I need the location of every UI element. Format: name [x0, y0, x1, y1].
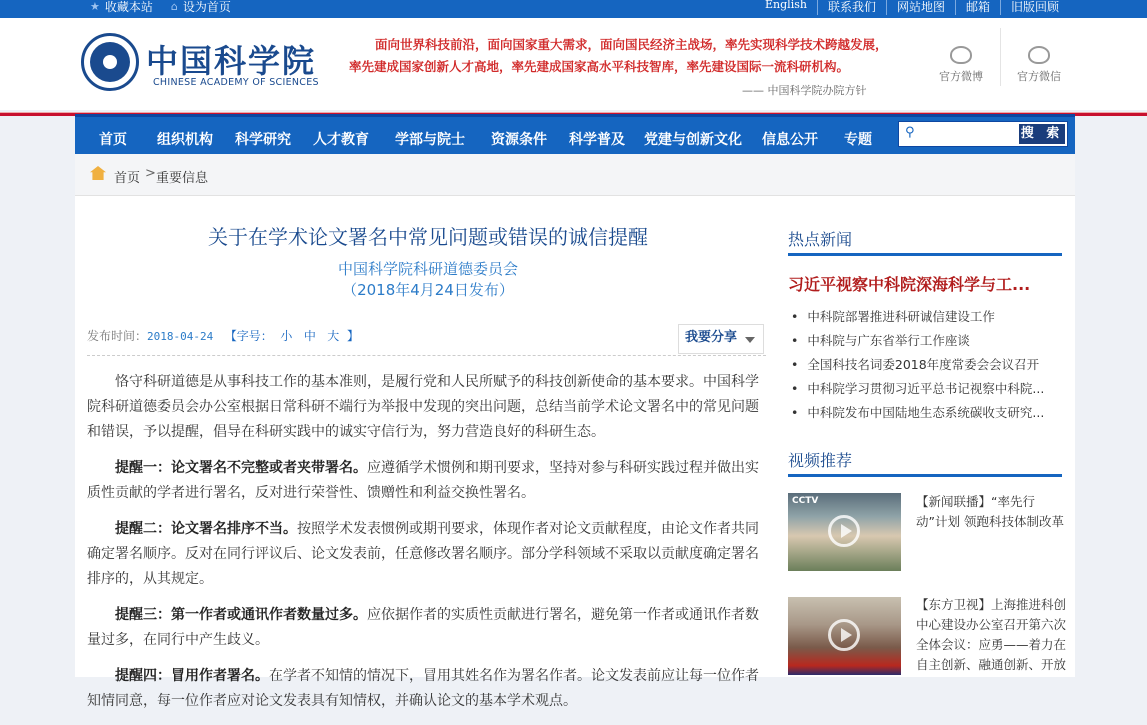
- paragraph: 恪守科研道德是从事科技工作的基本准则，是履行党和人民所赋予的科技创新使命的基本要求。中国科学院科研道德委员会办公室根据日常科研不端行为举报中发现的突出问题，总结当前学术论文署名中的常见问题和错误，予以提醒，倡导在科研实践中的诚实守信行为，努力营造良好的科研生态。: [87, 374, 759, 440]
- hot-news-title[interactable]: 热点新闻: [788, 230, 853, 249]
- channel-logo: CCTV: [792, 496, 819, 506]
- cas-seal-logo[interactable]: [81, 33, 139, 91]
- article-issuer: 中国科学院科研道德委员会: [337, 260, 518, 278]
- breadcrumb-separator: >: [145, 166, 156, 181]
- play-icon: [828, 619, 860, 651]
- lead-news-link[interactable]: 习近平视察中科院深海科学与工...: [788, 275, 1031, 294]
- contact-link[interactable]: 联系我们: [817, 0, 886, 15]
- nav-item-resources[interactable]: 资源条件: [491, 132, 547, 148]
- slogan: 面向世界科技前沿，面向国家重大需求，面向国民经济主战场，率先实现科学技术跨越发展， 率先建成国家创新人才高地，率先建成国家高水平科技智库，率先建设国际一流科研机构。: [349, 37, 888, 74]
- slogan-attribution: —— 中国科学院办院方针: [742, 84, 867, 97]
- divider: [788, 253, 1062, 256]
- video-link[interactable]: 【新闻联播】“率先行动”计划 领跑科技体制改革: [916, 494, 1064, 529]
- list-item[interactable]: • 中科院部署推进科研诚信建设工作: [791, 307, 1044, 331]
- article-title: 关于在学术论文署名中常见问题或错误的诚信提醒: [208, 225, 648, 249]
- paragraph: 提醒一：论文署名不完整或者夹带署名。应遵循学术惯例和期刊要求，坚持对参与科研实践过程并做出实质性贡献的学者进行署名，反对进行荣誉性、馈赠性和利益交换性署名。: [87, 460, 759, 501]
- header: [0, 18, 1147, 110]
- nav-item-topics[interactable]: 专题: [844, 132, 872, 148]
- bookmark-link[interactable]: ★ 收藏本站: [90, 0, 153, 14]
- set-homepage-link[interactable]: ⌂ 设为首页: [170, 0, 231, 14]
- home-icon[interactable]: [90, 166, 106, 180]
- nav-item-education[interactable]: 人才教育: [313, 132, 369, 148]
- divider: [788, 474, 1062, 477]
- paragraph: 提醒二：论文署名排序不当。按照学术发表惯例或期刊要求，体现作者对论文贡献程度，由论文作者共同确定署名顺序。反对在同行评议后、论文发表前，任意修改署名顺序。部分学科领域不采取以贡献度确定署名排序的，从其规定。: [87, 521, 759, 587]
- news-list: [791, 307, 1044, 427]
- weixin-link[interactable]: 官方微信: [1009, 46, 1069, 84]
- weibo-link[interactable]: 官方微博: [931, 46, 991, 84]
- video-thumbnail[interactable]: [788, 493, 901, 571]
- article-issue-date: （2018年4月24日发布）: [342, 281, 514, 299]
- divider: [87, 355, 766, 356]
- top-bar: [0, 0, 1147, 18]
- nav-item-academicians[interactable]: 学部与院士: [395, 132, 465, 148]
- breadcrumb-home[interactable]: 首页: [114, 171, 141, 186]
- sidebar: [781, 196, 1075, 677]
- share-button[interactable]: 我要分享: [678, 324, 764, 354]
- star-icon: ★: [90, 0, 100, 13]
- logo-english-name: CHINESE ACADEMY OF SCIENCES: [153, 77, 319, 88]
- nav-item-info-disclosure[interactable]: 信息公开: [762, 132, 818, 148]
- nav-item-research[interactable]: 科学研究: [235, 132, 291, 148]
- paragraph: 提醒三：第一作者或通讯作者数量过多。应依据作者的实质性贡献进行署名，避免第一作者或通讯作者数量过多，在同行中产生歧义。: [87, 607, 759, 648]
- search-input[interactable]: [921, 124, 1017, 144]
- english-link[interactable]: English: [765, 0, 807, 11]
- video-link[interactable]: 【东方卫视】上海推进科创中心建设办公室召开第六次全体会议：应勇——着力在自主创新、融通创新、开放: [916, 597, 1067, 672]
- article: [75, 196, 781, 709]
- play-icon: [828, 515, 860, 547]
- weibo-icon: [950, 46, 972, 64]
- search-button[interactable]: 搜 索: [1019, 124, 1065, 144]
- search-icon: ⚲: [905, 125, 915, 140]
- list-item[interactable]: • 中科院学习贯彻习近平总书记视察中科院...: [791, 379, 1044, 403]
- home-icon: ⌂: [170, 0, 178, 13]
- old-version-link[interactable]: 旧版回顾: [1000, 0, 1069, 15]
- nav-item-popular-science[interactable]: 科学普及: [569, 132, 625, 148]
- nav-item-party-culture[interactable]: 党建与创新文化: [644, 132, 742, 148]
- font-size-small[interactable]: 小: [280, 329, 293, 343]
- list-item[interactable]: • 全国科技名词委2018年度常委会会议召开: [791, 355, 1044, 379]
- video-section-title[interactable]: 视频推荐: [788, 451, 853, 470]
- search-box: [898, 121, 1068, 147]
- breadcrumb-current[interactable]: 重要信息: [156, 171, 209, 186]
- nav-item-home[interactable]: 首页: [99, 132, 127, 148]
- article-body: [87, 370, 767, 725]
- mail-link[interactable]: 邮箱: [955, 0, 1000, 15]
- chevron-down-icon: [745, 337, 755, 343]
- divider: [1000, 28, 1001, 86]
- list-item[interactable]: • 中科院发布中国陆地生态系统碳收支研究...: [791, 403, 1044, 427]
- font-size-large[interactable]: 大: [327, 329, 340, 343]
- video-thumbnail[interactable]: [788, 597, 901, 675]
- paragraph: 提醒四：冒用作者署名。在学者不知情的情况下，冒用其姓名作为署名作者。论文发表前应让每一位作者知情同意，每一位作者应对论文发表具有知情权，并确认论文的基本学术观点。: [87, 668, 759, 709]
- wechat-icon: [1028, 46, 1050, 64]
- publish-date: 2018-04-24: [147, 330, 214, 343]
- nav-item-organization[interactable]: 组织机构: [157, 132, 213, 148]
- sitemap-link[interactable]: 网站地图: [886, 0, 955, 15]
- font-size-medium[interactable]: 中: [303, 329, 316, 343]
- breadcrumb: [75, 154, 1075, 196]
- list-item[interactable]: • 中科院与广东省举行工作座谈: [791, 331, 1044, 355]
- logo-chinese-name[interactable]: 中国科学院: [146, 42, 317, 80]
- article-meta: 发布时间：2018-04-24 【字号： 小 中 大 】: [87, 329, 359, 343]
